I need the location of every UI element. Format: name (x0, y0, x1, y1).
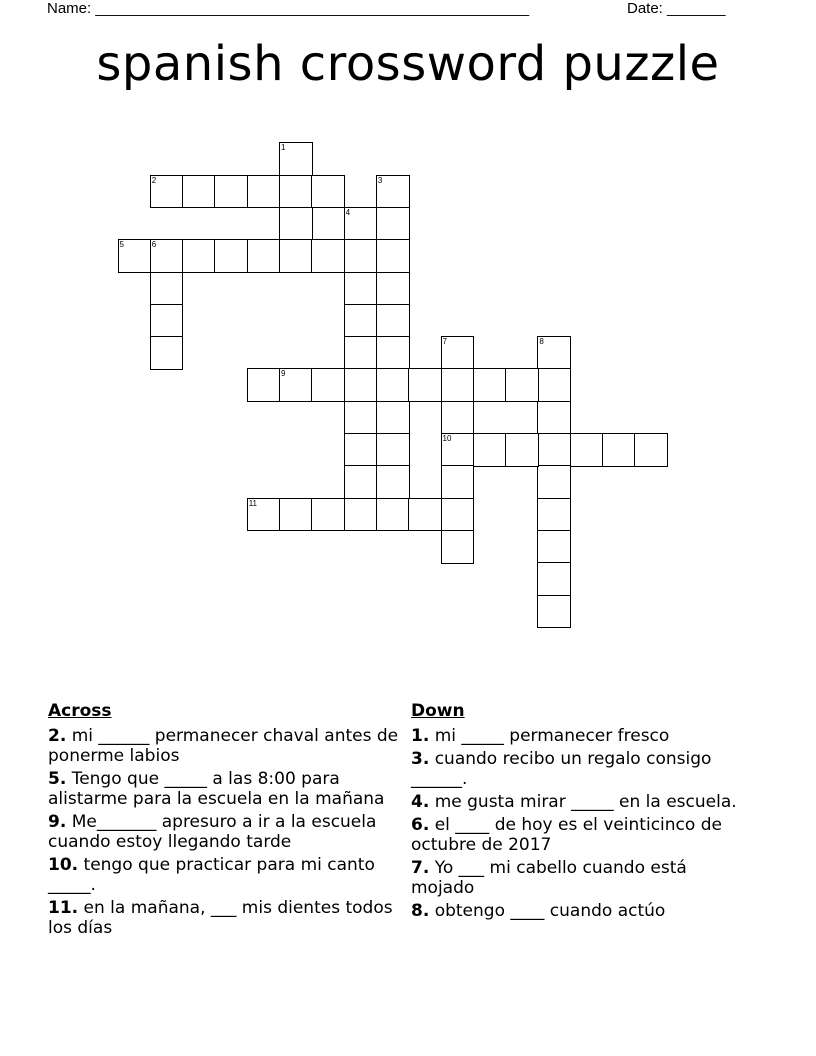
clue-number: 6. (411, 815, 430, 835)
grid-cell[interactable] (311, 368, 345, 402)
clue-number: 5. (48, 769, 67, 789)
clue-text: cuando recibo un regalo consigo ______. (411, 749, 712, 789)
grid-cell[interactable] (279, 239, 313, 273)
grid-cell[interactable] (537, 595, 571, 629)
grid-cell[interactable] (247, 175, 281, 209)
across-clues (48, 701, 408, 941)
clue-text: el ____ de hoy es el veinticinco de octubre de 2017 (411, 815, 722, 855)
grid-cell[interactable] (537, 562, 571, 596)
grid-cell[interactable] (150, 304, 184, 338)
clue-number: 1. (411, 726, 430, 746)
grid-cell[interactable] (247, 239, 281, 273)
grid-cell[interactable] (408, 368, 442, 402)
clue-text: mi ______ permanecer chaval antes de ponerme labios (48, 726, 399, 766)
across-clue (48, 898, 408, 938)
grid-cell[interactable] (441, 336, 475, 370)
grid-cell[interactable] (441, 530, 475, 564)
grid-cell[interactable] (570, 433, 604, 467)
grid-cell[interactable] (279, 368, 313, 402)
down-clue (411, 901, 751, 921)
clue-number-label: 11 (248, 498, 257, 508)
grid-cell[interactable] (247, 498, 281, 532)
clue-text: obtengo ____ cuando actúo (434, 901, 666, 921)
grid-cell[interactable] (376, 465, 410, 499)
grid-cell[interactable] (311, 239, 345, 273)
down-heading: Down (411, 701, 465, 721)
clue-number-label: 9 (281, 369, 286, 379)
grid-cell[interactable] (150, 175, 184, 209)
grid-cell[interactable] (279, 175, 313, 209)
clue-number: 9. (48, 812, 67, 832)
clue-number: 4. (411, 792, 430, 812)
grid-cell[interactable] (537, 498, 571, 532)
grid-cell[interactable] (376, 336, 410, 370)
grid-cell[interactable] (344, 304, 378, 338)
grid-cell[interactable] (473, 433, 507, 467)
grid-cell[interactable] (344, 465, 378, 499)
grid-cell[interactable] (150, 239, 184, 273)
clue-number-label: 6 (151, 240, 157, 250)
clue-number: 10. (48, 855, 79, 875)
down-clue (411, 815, 751, 855)
grid-cell[interactable] (537, 401, 571, 435)
clue-number: 8. (411, 901, 430, 921)
name-field-label: Name: ____________________________________________________ (47, 0, 530, 17)
grid-cell[interactable] (279, 207, 313, 241)
grid-cell[interactable] (311, 175, 345, 209)
grid-cell[interactable] (408, 498, 442, 532)
puzzle-title: spanish crossword puzzle (96, 36, 720, 92)
grid-cell[interactable] (376, 304, 410, 338)
grid-cell[interactable] (279, 142, 313, 176)
clue-text: Me_______ apresuro a ir a la escuela cuando estoy llegando tarde (48, 812, 377, 852)
across-heading: Across (48, 701, 112, 721)
grid-cell[interactable] (602, 433, 636, 467)
grid-cell[interactable] (311, 498, 345, 532)
grid-cell[interactable] (537, 336, 571, 370)
grid-cell[interactable] (247, 368, 281, 402)
clue-number: 11. (48, 898, 79, 918)
grid-cell[interactable] (634, 433, 668, 467)
clue-number-label: 5 (119, 240, 124, 250)
grid-cell[interactable] (537, 530, 571, 564)
grid-cell[interactable] (441, 433, 475, 467)
clue-text: tengo que practicar para mi canto _____. (48, 855, 375, 895)
grid-cell[interactable] (214, 239, 248, 273)
across-clue (48, 812, 408, 852)
down-clue (411, 749, 751, 789)
grid-cell[interactable] (537, 368, 571, 402)
across-clue (48, 726, 408, 766)
across-clue (48, 769, 408, 809)
grid-cell[interactable] (344, 433, 378, 467)
grid-cell[interactable] (344, 368, 378, 402)
grid-cell[interactable] (344, 498, 378, 532)
grid-cell[interactable] (376, 207, 410, 241)
grid-cell[interactable] (279, 498, 313, 532)
grid-cell[interactable] (182, 175, 216, 209)
clue-text: en la mañana, ___ mis dientes todos los días (48, 898, 393, 938)
grid-cell[interactable] (150, 272, 184, 306)
grid-cell[interactable] (344, 239, 378, 273)
grid-cell[interactable] (505, 433, 539, 467)
grid-cell[interactable] (344, 207, 378, 241)
grid-cell[interactable] (473, 368, 507, 402)
grid-cell[interactable] (376, 401, 410, 435)
grid-cell[interactable] (376, 498, 410, 532)
clue-text: Tengo que _____ a las 8:00 para alistarme para la escuela en la mañana (48, 769, 385, 809)
grid-cell[interactable] (441, 498, 475, 532)
down-clues (411, 701, 751, 924)
grid-cell[interactable] (376, 368, 410, 402)
clue-text: mi _____ permanecer fresco (434, 726, 670, 746)
down-clue (411, 726, 751, 746)
grid-cell[interactable] (118, 239, 152, 273)
grid-cell[interactable] (214, 175, 248, 209)
date-field-label: Date: _______ (627, 0, 726, 17)
grid-cell[interactable] (376, 239, 410, 273)
clue-number-label: 3 (377, 175, 383, 185)
grid-cell[interactable] (344, 401, 378, 435)
clue-text: Yo ___ mi cabello cuando está mojado (411, 858, 687, 898)
down-clue (411, 792, 751, 812)
clue-text: me gusta mirar _____ en la escuela. (434, 792, 737, 812)
grid-cell[interactable] (537, 433, 571, 467)
grid-cell[interactable] (376, 175, 410, 209)
grid-cell[interactable] (505, 368, 539, 402)
down-clue (411, 858, 751, 898)
clue-number-label: 1 (281, 143, 286, 153)
grid-cell[interactable] (537, 465, 571, 499)
clue-number: 7. (411, 858, 430, 878)
grid-cell[interactable] (441, 465, 475, 499)
clue-number-label: 7 (442, 337, 447, 347)
grid-cell[interactable] (441, 401, 475, 435)
across-clue (48, 855, 408, 895)
clue-number-label: 10 (442, 434, 452, 443)
grid-cell[interactable] (376, 433, 410, 467)
grid-cell[interactable] (344, 272, 378, 306)
clue-number-label: 4 (345, 207, 351, 217)
clue-number-label: 8 (539, 337, 544, 347)
grid-cell[interactable] (344, 336, 378, 370)
grid-cell[interactable] (441, 368, 475, 402)
grid-cell[interactable] (150, 336, 184, 370)
clue-number-label: 2 (151, 175, 157, 185)
grid-cell[interactable] (182, 239, 216, 273)
clue-number: 2. (48, 726, 67, 746)
grid-cell[interactable] (376, 272, 410, 306)
clue-number: 3. (411, 749, 430, 769)
